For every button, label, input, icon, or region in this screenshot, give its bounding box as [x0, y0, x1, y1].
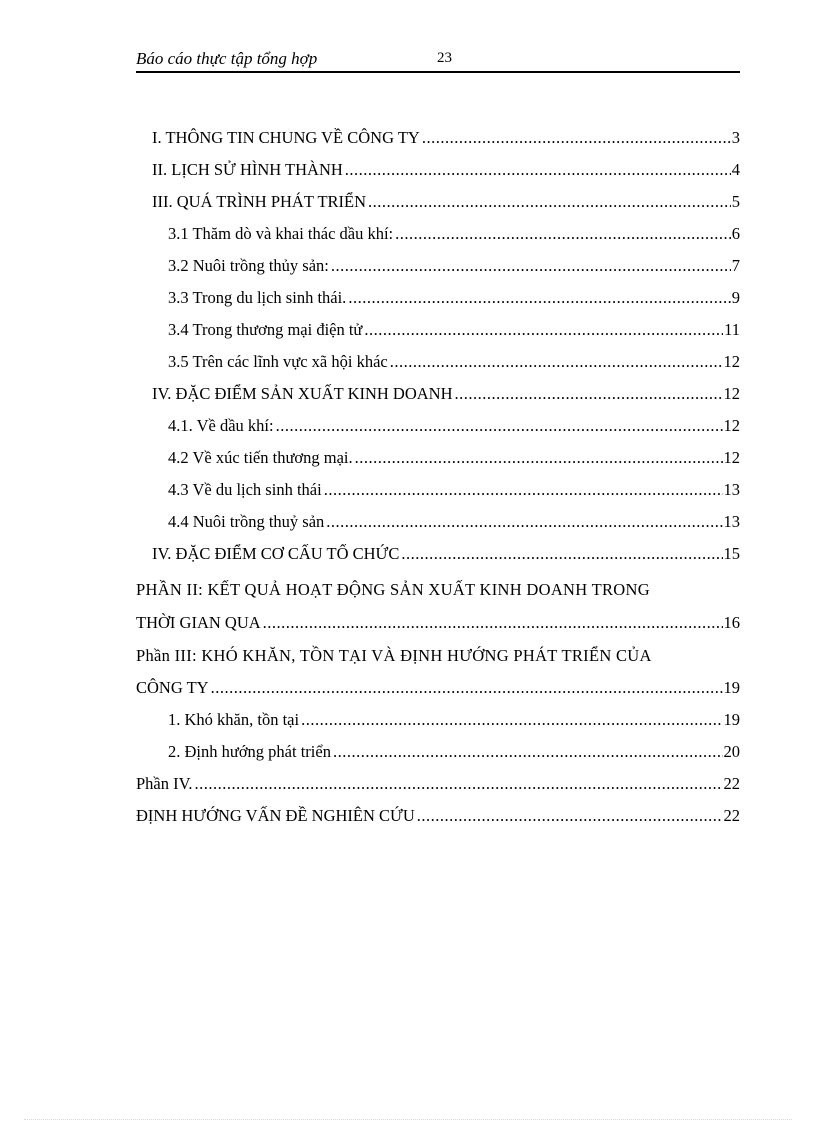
toc-entry-title: Phần IV.	[136, 774, 193, 793]
toc-leader	[276, 416, 723, 436]
toc-entry-page: 22	[723, 806, 740, 825]
toc-leader	[211, 678, 723, 698]
toc-leader	[395, 224, 731, 244]
toc-entry[interactable]	[152, 384, 740, 414]
toc-entry[interactable]	[168, 710, 740, 740]
toc-entry[interactable]	[136, 613, 740, 643]
toc-entry[interactable]	[168, 224, 740, 254]
header-title: Báo cáo thực tập tổng hợp	[136, 49, 318, 68]
toc-entry[interactable]	[168, 448, 740, 478]
header-page-number: 23	[437, 50, 452, 66]
toc-entry-title: III. QUÁ TRÌNH PHÁT TRIỂN	[152, 192, 367, 211]
toc-leader	[263, 613, 723, 633]
toc-entry[interactable]	[152, 128, 740, 158]
toc-entry-page: 15	[723, 544, 740, 563]
toc-entry-title: 3.2 Nuôi trồng thủy sản:	[168, 256, 329, 275]
toc-entry-title: 2. Định hướng phát triển	[168, 742, 331, 761]
toc-entry-title: 3.1 Thăm dò và khai thác dầu khí:	[168, 224, 394, 243]
toc-leader	[331, 256, 731, 276]
toc-leader	[326, 512, 722, 532]
toc-entry-title: IV. ĐẶC ĐIỂM CƠ CẤU TỔ CHỨC	[152, 544, 400, 563]
page-header	[136, 47, 740, 73]
toc-leader	[348, 288, 730, 308]
toc-entry-title-line1: Phần III: KHÓ KHĂN, TỒN TẠI VÀ ĐỊNH HƯỚNG PHÁT TRIỂN CỦA	[136, 646, 652, 665]
toc-entry-page: 13	[723, 512, 740, 531]
toc-leader	[301, 710, 722, 730]
toc-entry-page: 6	[731, 224, 740, 243]
toc-entry[interactable]	[168, 352, 740, 382]
toc-entry-page: 11	[724, 320, 740, 339]
toc-leader	[455, 384, 723, 404]
toc-entry-page: 20	[723, 742, 740, 761]
toc-entry-page: 12	[723, 384, 740, 403]
toc-entry-page: 3	[731, 128, 740, 147]
toc-entry-page: 4	[731, 160, 740, 179]
toc-entry-page: 13	[723, 480, 740, 499]
toc-entry-page: 19	[723, 678, 740, 697]
toc-entry-page: 7	[731, 256, 740, 275]
toc-entry-page: 12	[723, 416, 740, 435]
toc-entry[interactable]	[168, 256, 740, 286]
toc-entry-title: 4.2 Về xúc tiến thương mại.	[168, 448, 353, 467]
toc-leader	[333, 742, 723, 762]
toc-leader	[324, 480, 723, 500]
toc-entry-title: CÔNG TY	[136, 678, 209, 697]
toc-leader	[390, 352, 723, 372]
toc-entry[interactable]	[136, 774, 740, 804]
toc-entry-title: 4.3 Về du lịch sinh thái	[168, 480, 322, 499]
toc-leader	[417, 806, 723, 826]
toc-entry-title: THỜI GIAN QUA	[136, 613, 261, 632]
toc-entry-title: IV. ĐẶC ĐIỂM SẢN XUẤT KINH DOANH	[152, 384, 453, 403]
toc-entry[interactable]	[152, 160, 740, 190]
toc-leader	[401, 544, 722, 564]
toc-leader	[195, 774, 723, 794]
toc-leader	[364, 320, 723, 340]
toc-leader	[345, 160, 731, 180]
toc-entry-page: 22	[723, 774, 740, 793]
toc-entry-title: 3.3 Trong du lịch sinh thái.	[168, 288, 347, 307]
toc-entry-page: 5	[731, 192, 740, 211]
toc-entry-title: ĐỊNH HƯỚNG VẤN ĐỀ NGHIÊN CỨU	[136, 806, 415, 825]
toc-entry-page: 12	[723, 352, 740, 371]
toc-entry[interactable]	[168, 416, 740, 446]
toc-entry-title: 1. Khó khăn, tồn tại	[168, 710, 300, 729]
toc-entry[interactable]	[168, 512, 740, 542]
toc-leader	[368, 192, 731, 212]
toc-entry-page: 19	[723, 710, 740, 729]
toc-entry-title: 4.4 Nuôi trồng thuỷ sản	[168, 512, 325, 531]
toc-entry[interactable]	[136, 678, 740, 708]
toc-entry-page: 12	[723, 448, 740, 467]
toc-entry-title: 3.4 Trong thương mại điện tử	[168, 320, 363, 339]
toc-entry[interactable]	[136, 806, 740, 836]
toc-entry[interactable]	[152, 192, 740, 222]
toc-leader	[355, 448, 723, 468]
toc-entry[interactable]	[168, 742, 740, 772]
toc-leader	[422, 128, 731, 148]
toc-entry[interactable]	[168, 480, 740, 510]
toc-entry-title: 3.5 Trên các lĩnh vực xã hội khác	[168, 352, 388, 371]
toc-entry-title-line1: PHẦN II: KẾT QUẢ HOẠT ĐỘNG SẢN XUẤT KINH DOANH TRONG	[136, 580, 650, 599]
toc-entry-page: 16	[723, 613, 740, 632]
toc-entry[interactable]	[152, 544, 740, 574]
toc-entry-title: I. THÔNG TIN CHUNG VỀ CÔNG TY	[152, 128, 420, 147]
toc-entry[interactable]	[168, 288, 740, 318]
toc-entry-page: 9	[731, 288, 740, 307]
toc-entry-title: 4.1. Về dầu khí:	[168, 416, 274, 435]
footer-divider	[24, 1119, 792, 1120]
toc-entry[interactable]	[168, 320, 740, 350]
toc-entry-title: II. LỊCH SỬ HÌNH THÀNH	[152, 160, 343, 179]
